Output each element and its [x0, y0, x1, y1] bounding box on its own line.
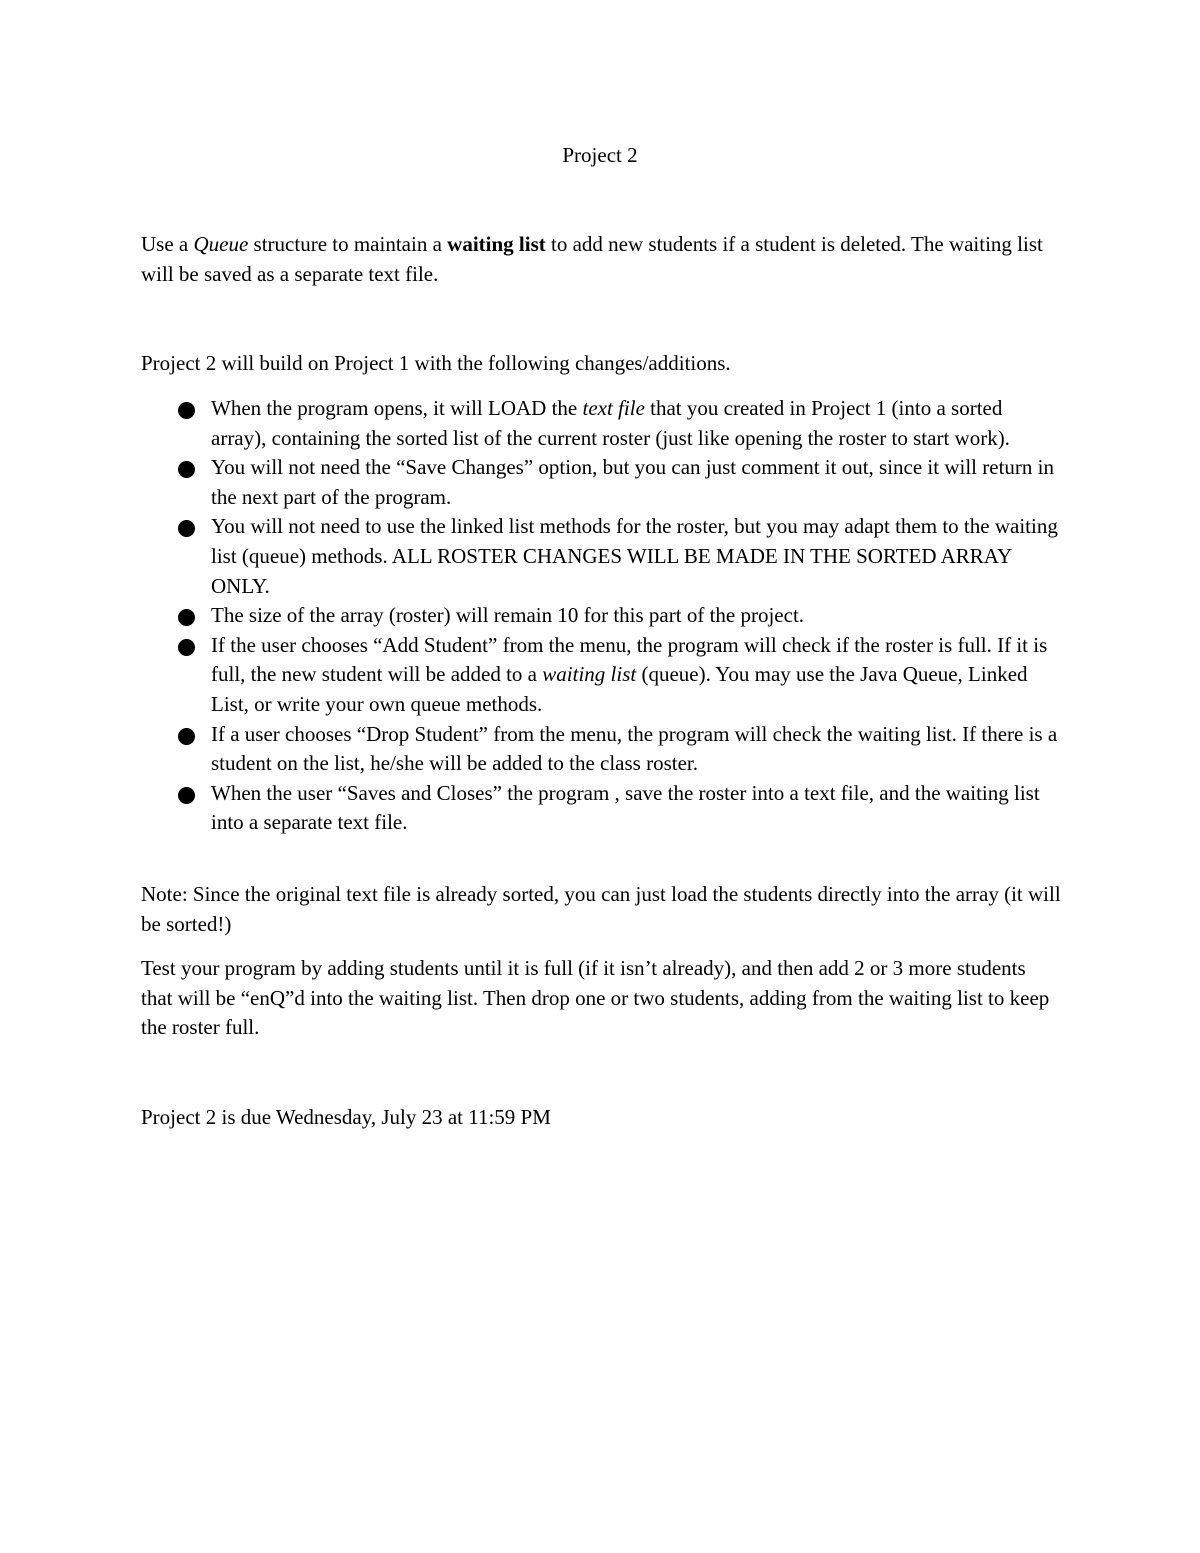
- list-item: [141, 453, 1061, 512]
- bullet-icon: [178, 609, 195, 626]
- text-file-term: text file: [582, 396, 645, 420]
- note-paragraph: Note: Since the original text file is already sorted, you can just load the students directly into the array (it will be sorted!): [141, 882, 1061, 936]
- bullet-icon: [178, 520, 195, 537]
- bullet-icon: [178, 639, 195, 656]
- bullet-text-1a: When the program opens, it will LOAD the: [211, 396, 583, 420]
- bullet-text-3: You will not need to use the linked list methods for the roster, but you may adapt them to the waiting list (queue) methods. ALL ROSTER CHANGES WILL BE MADE IN THE SORTED ARRAY ONLY.: [211, 514, 1058, 598]
- requirements-list: [141, 394, 1061, 838]
- due-date-paragraph: Project 2 is due Wednesday, July 23 at 11:59 PM: [141, 1105, 551, 1129]
- bullet-text-5b: (queue). You may use the Java Queue, Linked List, or write your own queue methods.: [211, 662, 1028, 716]
- list-item: [141, 394, 1061, 453]
- intro-paragraph: [141, 230, 1061, 289]
- bullet-text-5a: If the user chooses “Add Student” from the menu, the program will check if the roster is full. If it is full, the new student will be added to a: [211, 632, 1048, 687]
- list-item: [141, 512, 1061, 601]
- waiting-list-term: waiting list: [542, 662, 637, 687]
- bullet-icon: [178, 728, 195, 745]
- waiting-list-term: waiting list: [447, 232, 546, 256]
- bullet-text-6: If a user chooses “Drop Student” from the menu, the program will check the waiting list. If there is a student on the list, he/she will be added to the class roster.: [211, 721, 1058, 776]
- bullet-text-4: The size of the array (roster) will remain 10 for this part of the project.: [211, 603, 805, 628]
- lead-paragraph: Project 2 will build on Project 1 with the following changes/additions.: [141, 351, 731, 375]
- bullet-text-2: You will not need the “Save Changes” option, but you can just comment it out, since it will return in the next part of the program.: [211, 455, 1054, 509]
- intro-text-2: structure to maintain a: [248, 232, 448, 256]
- bullet-icon: [178, 461, 195, 478]
- page-title: Project 2: [562, 143, 638, 167]
- list-item: [141, 720, 1061, 779]
- intro-text-1: Use a: [141, 232, 194, 256]
- bullet-icon: [178, 402, 195, 419]
- bullet-text-7: When the user “Saves and Closes” the program , save the roster into a text file, and the waiting list into a separate text file.: [211, 780, 1040, 835]
- list-item: [141, 779, 1061, 838]
- queue-term: Queue: [193, 232, 249, 256]
- list-item: [141, 631, 1061, 720]
- intro-text-3: to add new students if a student is deleted. The waiting list will be saved as a separate text file.: [141, 232, 1043, 286]
- test-paragraph: Test your program by adding students until it is full (if it isn’t already), and then add 2 or 3 more students that will be “enQ”d into the waiting list. Then drop one or two students, adding from the waiting list to keep the roster full.: [141, 956, 1050, 1040]
- bullet-icon: [178, 787, 195, 804]
- bullet-text-1b: that you created in Project 1 (into a sorted array), containing the sorted list of the current roster (just like opening the roster to start work).: [211, 396, 1010, 450]
- list-item: [141, 601, 1061, 631]
